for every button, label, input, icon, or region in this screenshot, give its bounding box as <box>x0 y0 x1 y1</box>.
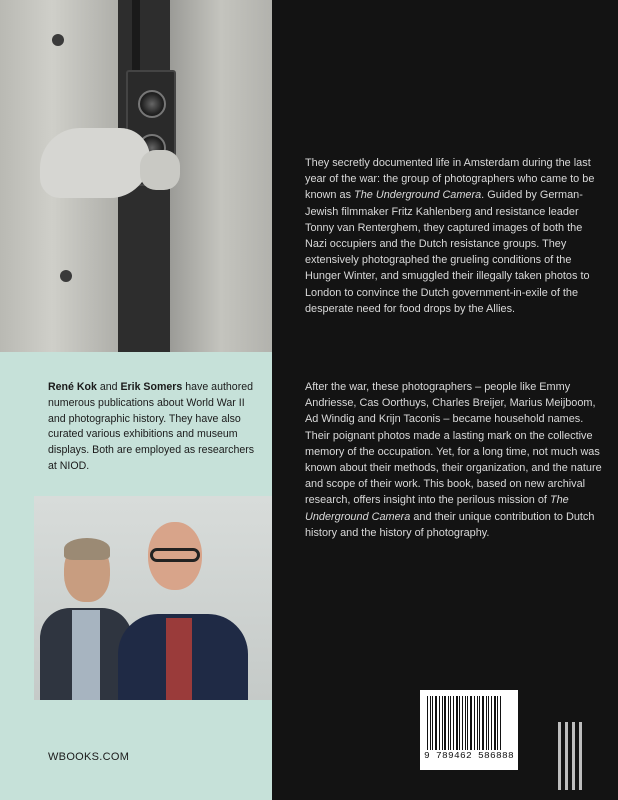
trench-coat-right <box>170 0 272 352</box>
barcode-bars <box>426 696 512 750</box>
bio-text: have authored numerous publications about World War II and photographic history. They have also curated various exhibitions and museum displays. Both are employed as researchers at NIOD. <box>48 381 255 472</box>
isbn-number: 9 789462 586888 <box>423 750 514 761</box>
barcode-bar <box>432 696 433 750</box>
barcode-bar <box>494 696 496 750</box>
left-column <box>0 0 272 800</box>
authors-photo <box>34 496 272 700</box>
right-column <box>272 0 618 800</box>
author-1-shirt <box>72 610 100 700</box>
barcode-bar <box>488 696 489 750</box>
barcode-bar <box>448 696 449 750</box>
author-panel <box>0 352 272 800</box>
barcode-bar <box>486 696 487 750</box>
barcode-bar <box>456 696 458 750</box>
barcode-bar <box>470 696 472 750</box>
publisher-website: WBOOKS.COM <box>48 751 130 763</box>
hand <box>140 150 180 190</box>
barcode-bar <box>450 696 451 750</box>
description-paragraph-1: They secretly documented life in Amsterdam during the last year of the war: the group of photographers who came to be known as The Underground Camera. Guided by German-Jewish filmmaker Fritz Kahlenberg and resistance leader Tonny van Renterghem, they captured images of both the Nazi occupiers and the Dutch resistance groups. They extensively photographed the grueling conditions of the Hunger Winter, and smuggled their illegally taken photos to London to convince the Dutch government-in-exile of the desperate need for food drops by the Allies. <box>305 157 595 315</box>
barcode-bar <box>462 696 463 750</box>
barcode-bar <box>482 696 484 750</box>
barcode-bar <box>427 696 428 750</box>
isbn-barcode <box>420 690 518 770</box>
camera-strap <box>132 0 140 80</box>
barcode-bar <box>465 696 466 750</box>
author-name-1: René Kok <box>48 381 97 393</box>
hand <box>40 128 150 198</box>
barcode-bar <box>474 696 475 750</box>
author-bio: René Kok and Erik Somers have authored numerous publications about World War II and photographic history. They have also curated various exhibitions and museum displays. Both are employed as researchers at NIOD. <box>48 381 255 472</box>
barcode-bar <box>453 696 454 750</box>
photographer-camera-photo <box>0 0 272 352</box>
book-title: The Underground Camera <box>305 494 569 523</box>
barcode-bar <box>444 696 446 750</box>
barcode-bar <box>500 696 501 750</box>
barcode-bar <box>497 696 498 750</box>
barcode-bar <box>430 696 431 750</box>
publisher-logo-icon <box>554 720 586 792</box>
barcode-bar <box>442 696 443 750</box>
viewing-lens <box>138 90 166 118</box>
barcode-bar <box>459 696 460 750</box>
barcode-bar <box>439 696 440 750</box>
coat-button <box>52 34 64 46</box>
barcode-bar <box>467 696 468 750</box>
barcode-bar <box>479 696 480 750</box>
barcode-bar <box>435 696 437 750</box>
author-1-hair <box>64 538 110 560</box>
book-title: The Underground Camera <box>354 189 482 202</box>
coat-button <box>60 270 72 282</box>
author-name-2: Erik Somers <box>120 381 183 393</box>
author-2-shirt <box>166 618 192 700</box>
description-paragraph-2: After the war, these photographers – people like Emmy Andriesse, Cas Oorthuys, Charles Breijer, Marius Meijboom, Ad Windig and Krijn Taconis – became household names. Their poignant photos made a lasting mark on the collective memory of the occupation. Yet, for a long time, not much was known about their methods, their organization, and the nature and scope of their work. This book, based on new archival research, offers insight into the perilous mission of The Underground Camera and their unique contribution to Dutch history and the history of photography. <box>305 381 602 539</box>
barcode-bar <box>491 696 492 750</box>
barcode-bar <box>477 696 478 750</box>
glasses <box>150 548 200 562</box>
